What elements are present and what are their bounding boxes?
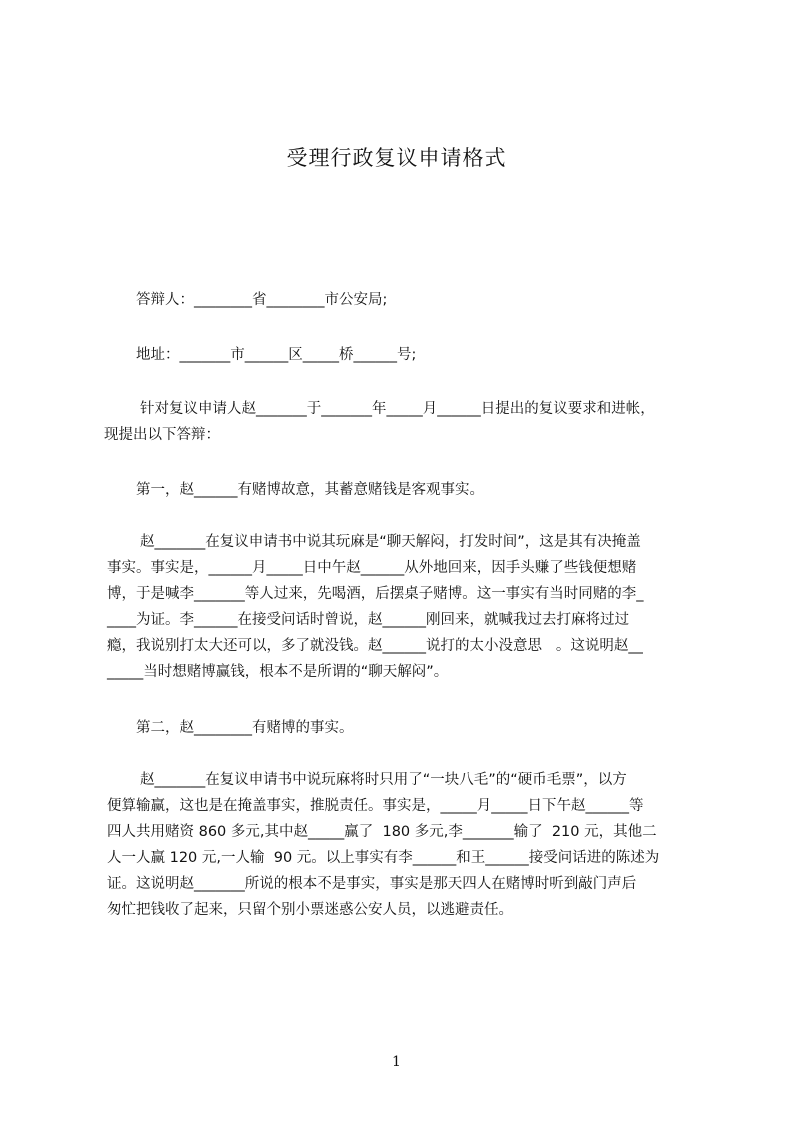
respondent-line: 答辩人：________省________市公安局; — [136, 292, 388, 308]
paragraph-line: _____当时想赌博赢钱，根本不是所谓的“聊天解闷”。 — [107, 664, 449, 680]
page-number: 1 — [392, 1054, 401, 1070]
paragraph-line: 赵_______在复议申请书中说其玩麻是“聊天解闷，打发时间”，这是其有决掩盖 — [140, 534, 641, 550]
paragraph-line: 人一人赢 120 元,一人输 90 元。以上事实有李______和王______接受问话进的陈述为 — [107, 850, 660, 866]
point2-heading: 第二，赵________有赌博的事实。 — [136, 720, 354, 736]
paragraph-line: 四人共用赌资 860 多元,其中赵_____赢了 180 多元,李_______输了 210 元，其他二 — [107, 824, 657, 840]
paragraph-line: ____为证。李______在接受问话时曾说，赵______刚回来，就喊我过去打麻将过过 — [107, 612, 629, 628]
paragraph-line: 博，于是喊李_______等人过来，先喝酒，后摆桌子赌博。这一事实有当时同赌的李_ — [107, 586, 644, 602]
paragraph-line: 便算输赢，这也是在掩盖事实，推脱责任。事实是，_____月_____日下午赵______等 — [107, 798, 644, 814]
intro-line: 针对复议申请人赵_______于_______年_____月______日提出的复议要求和进帐， — [140, 401, 655, 417]
document-title: 受理行政复议申请格式 — [286, 146, 507, 170]
intro-line: 现提出以下答辩： — [104, 427, 220, 443]
paragraph-line: 瘾，我说别打太大还可以，多了就没钱。赵______说打的太小没意思 。这说明赵__ — [107, 638, 643, 654]
paragraph-line: 赵_______在复议申请书中说玩麻将时只用了“一块八毛”的“硬币毛票”，以方 — [140, 772, 627, 788]
paragraph-line: 事实。事实是，______月_____日中午赵______从外地回来，因手头赚了些钱便想赌 — [107, 560, 637, 576]
point1-heading: 第一，赵______有赌博故意，其蓄意赌钱是客观事实。 — [136, 482, 484, 498]
paragraph-line: 匆忙把钱收了起来，只留个别小票迷惑公安人员，以逃避责任。 — [107, 902, 513, 918]
address-line: 地址：_______市______区_____桥______号; — [136, 347, 417, 363]
paragraph-line: 证。这说明赵_______所说的根本不是事实，事实是那天四人在赌博时听到敲门声后 — [107, 876, 637, 892]
